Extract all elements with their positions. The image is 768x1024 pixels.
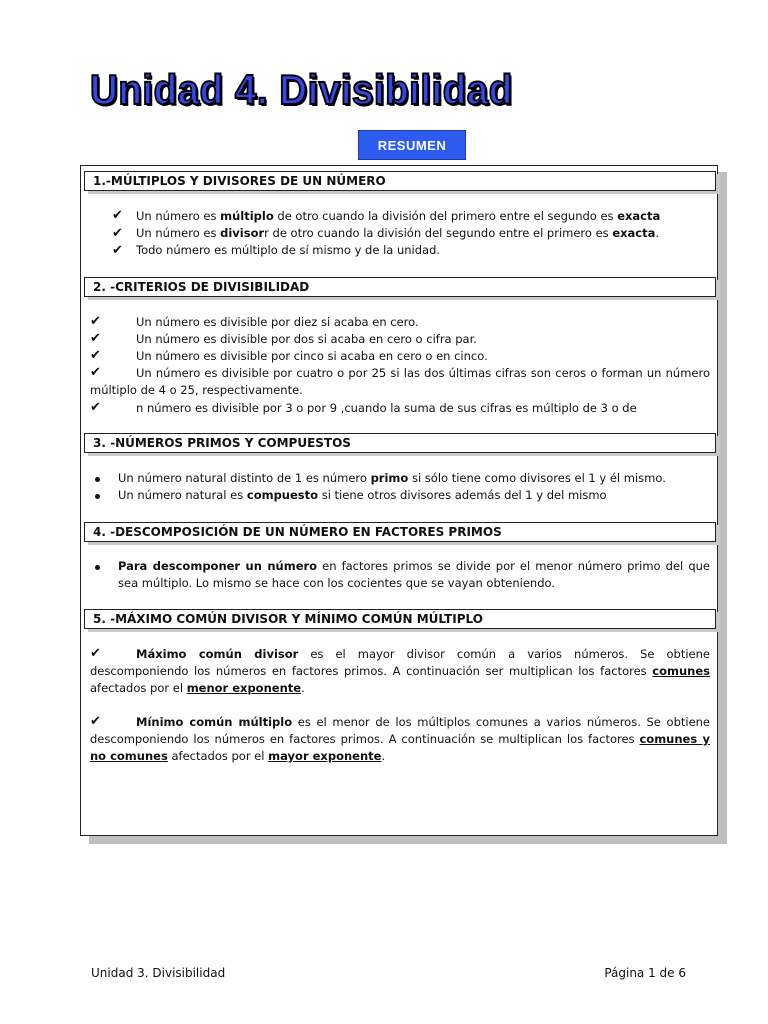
section-2-item-5: n número es divisible por 3 o por 9 ,cuando la suma de sus cifras es múltiplo de 3 o de: [136, 401, 637, 415]
section-1-item-2: Un número es divisorr de otro cuando la división del segundo entre el primero es exacta.: [136, 226, 660, 240]
check-icon: ✔: [90, 646, 101, 661]
section-4-item-1: Para descomponer un número en factores primos se divide por el menor número primo del que sea múltiplo. Lo mismo se hace con los cocientes que se vayan obteniendo.: [118, 559, 710, 590]
section-2-item-4: Un número es divisible por cuatro o por 25 si las dos últimas cifras son ceros o forman un número múltiplo de 4 o 25, respectivamente.: [90, 366, 710, 397]
footer-page-number: Página 1 de 6: [604, 966, 686, 980]
bullet-icon: [95, 477, 100, 482]
resumen-button[interactable]: RESUMEN: [358, 130, 466, 160]
footer-left: Unidad 3. Divisibilidad: [91, 966, 226, 980]
section-2-heading: 2. -CRITERIOS DE DIVISIBILIDAD: [84, 277, 716, 297]
section-1-item-1: Un número es múltiplo de otro cuando la división del primero entre el segundo es exacta: [136, 209, 661, 223]
section-5-item-1: Máximo común divisor es el mayor divisor común a varios números. Se obtiene descomponiendo los números en factores primos. A continuación ser multiplican los factores comunes afectados por el menor exponente.: [90, 647, 710, 695]
section-5-item-2: Mínimo común múltiplo es el menor de los múltiplos comunes a varios números. Se obtiene descomponiendo los números en factores primos. A continuación se multiplican los factores comunes y no comunes afectados por el mayor exponente.: [90, 715, 711, 763]
check-icon: ✔: [90, 348, 101, 363]
check-icon: ✔: [112, 226, 123, 241]
section-2-item-1: Un número es divisible por diez si acaba en cero.: [136, 315, 419, 329]
check-icon: ✔: [90, 331, 101, 346]
check-icon: ✔: [112, 243, 123, 258]
section-3-item-1: Un número natural distinto de 1 es número primo si sólo tiene como divisores el 1 y él mismo.: [118, 471, 666, 485]
section-2-item-3: Un número es divisible por cinco si acaba en cero o en cinco.: [136, 349, 488, 363]
section-3-heading: 3. -NÚMEROS PRIMOS Y COMPUESTOS: [84, 433, 716, 453]
section-2-item-2: Un número es divisible por dos si acaba en cero o cifra par.: [136, 332, 477, 346]
check-icon: ✔: [90, 714, 101, 729]
bullet-icon: [95, 494, 100, 499]
section-5-heading: 5. -MÁXIMO COMÚN DIVISOR Y MÍNIMO COMÚN MÚLTIPLO: [84, 609, 716, 629]
check-icon: ✔: [90, 400, 101, 415]
section-1-item-3: Todo número es múltiplo de sí mismo y de la unidad.: [136, 243, 441, 257]
bullet-icon: [95, 565, 100, 570]
section-1-heading: 1.-MÚLTIPLOS Y DIVISORES DE UN NÚMERO: [84, 171, 716, 191]
section-4-heading: 4. -DESCOMPOSICIÓN DE UN NÚMERO EN FACTORES PRIMOS: [84, 522, 716, 542]
check-icon: ✔: [90, 365, 101, 380]
section-3-item-2: Un número natural es compuesto si tiene otros divisores además del 1 y del mismo: [118, 488, 607, 502]
check-icon: ✔: [90, 314, 101, 329]
check-icon: ✔: [112, 208, 123, 223]
page-title: Unidad 4. Divisibilidad: [90, 66, 513, 113]
